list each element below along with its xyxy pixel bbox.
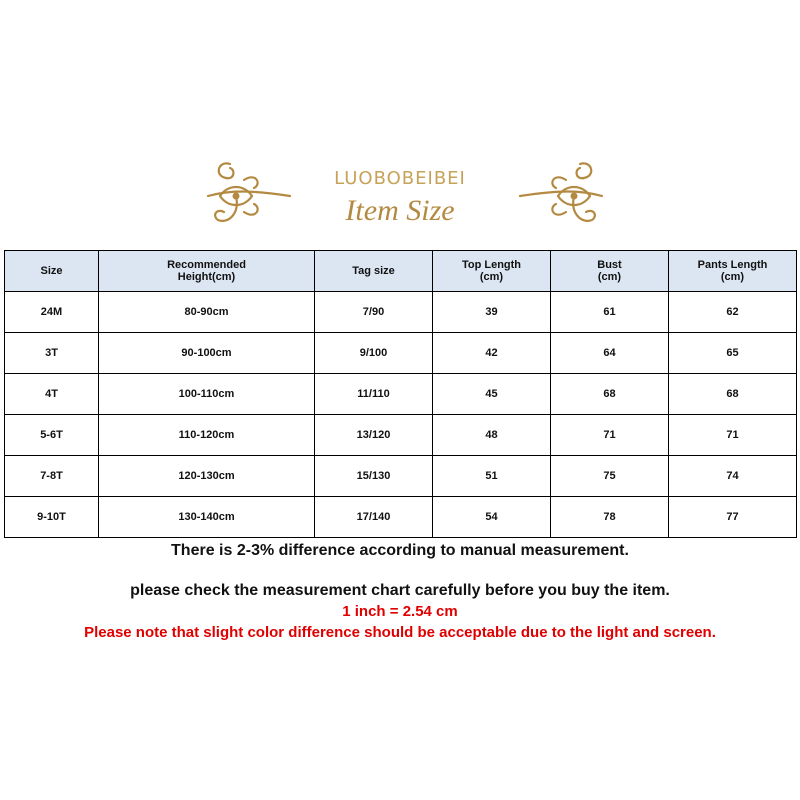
cell-height: 130-140cm [99,497,315,538]
header-bust: Bust (cm) [551,251,669,292]
header-recommended-height: Recommended Height(cm) [99,251,315,292]
cell-bust: 71 [551,415,669,456]
cell-top-length: 48 [433,415,551,456]
cell-pants-length: 71 [669,415,797,456]
header-pants-length: Pants Length (cm) [669,251,797,292]
cell-pants-length: 74 [669,456,797,497]
table-row [5,333,797,374]
cell-pants-length: 77 [669,497,797,538]
size-chart-table [4,250,797,538]
cell-height: 90-100cm [99,333,315,374]
check-chart-note: please check the measurement chart carefully before you buy the item. [130,582,670,599]
cell-bust: 68 [551,374,669,415]
gold-flourish-icon [518,150,610,242]
cell-pants-length: 62 [669,292,797,333]
table-row [5,497,797,538]
header-size: Size [5,251,99,292]
cell-pants-length: 65 [669,333,797,374]
table-row [5,292,797,333]
cell-bust: 64 [551,333,669,374]
cell-tag-size: 15/130 [315,456,433,497]
cell-tag-size: 11/110 [315,374,433,415]
cell-size: 3T [5,333,99,374]
cell-height: 100-110cm [99,374,315,415]
cell-height: 110-120cm [99,415,315,456]
cell-top-length: 51 [433,456,551,497]
table-row [5,374,797,415]
cell-tag-size: 13/120 [315,415,433,456]
cell-bust: 78 [551,497,669,538]
brand-title: LUOBOBEIBEI [334,168,466,189]
cell-tag-size: 9/100 [315,333,433,374]
cell-size: 24M [5,292,99,333]
header-top-length: Top Length (cm) [433,251,551,292]
cell-height: 80-90cm [99,292,315,333]
cell-top-length: 39 [433,292,551,333]
table-row [5,415,797,456]
inch-conversion-note: 1 inch = 2.54 cm [342,603,458,620]
table-row [5,456,797,497]
header [0,150,800,250]
cell-size: 9-10T [5,497,99,538]
cell-tag-size: 17/140 [315,497,433,538]
cell-top-length: 54 [433,497,551,538]
color-difference-note: Please note that slight color difference should be acceptable due to the light and screen. [84,624,716,641]
cell-top-length: 42 [433,333,551,374]
cell-pants-length: 68 [669,374,797,415]
cell-size: 4T [5,374,99,415]
cell-tag-size: 7/90 [315,292,433,333]
item-size-subtitle: Item Size [345,194,455,227]
cell-size: 5-6T [5,415,99,456]
header-tag-size: Tag size [315,251,433,292]
cell-height: 120-130cm [99,456,315,497]
table-header-row [5,251,797,292]
cell-top-length: 45 [433,374,551,415]
cell-size: 7-8T [5,456,99,497]
cell-bust: 61 [551,292,669,333]
cell-bust: 75 [551,456,669,497]
gold-flourish-icon [200,150,292,242]
measurement-difference-note: There is 2-3% difference according to manual measurement. [171,542,629,559]
